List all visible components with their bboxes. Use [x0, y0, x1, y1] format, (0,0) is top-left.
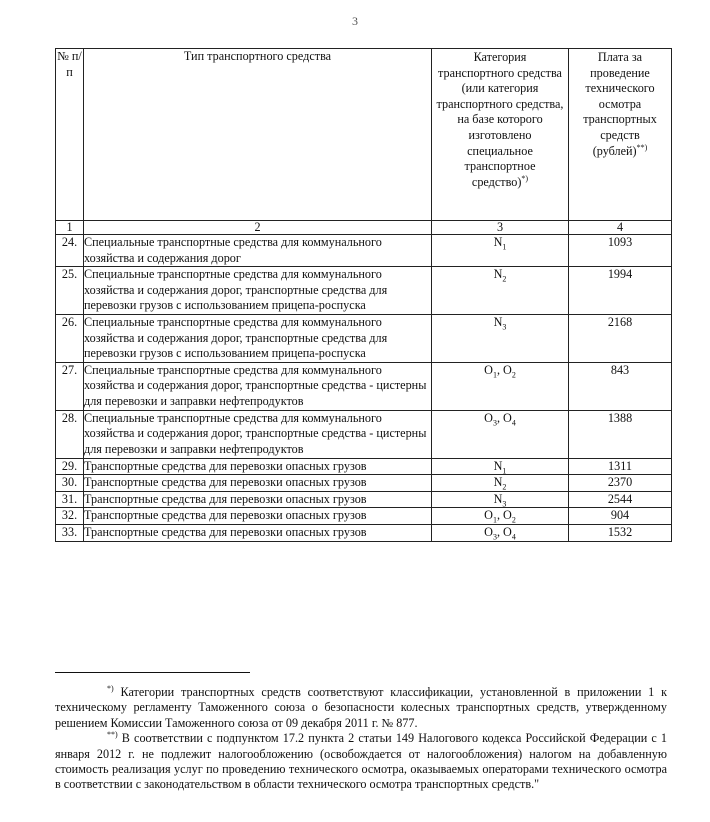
category-index: 1: [502, 465, 507, 475]
vehicle-type: Транспортные средства для перевозки опасных грузов: [84, 491, 432, 508]
vehicle-category: $O_3$, $O_4$: [432, 410, 569, 458]
table-row: [56, 508, 672, 525]
table-row: [56, 315, 672, 363]
column-number-row: [56, 221, 672, 235]
header-vehicle-type: Тип транспортного средства: [84, 49, 432, 221]
category-index: 1: [502, 242, 507, 252]
category-index: 3: [492, 532, 497, 542]
vehicle-category: [432, 267, 569, 315]
category-index: 2: [502, 274, 507, 284]
table-header-row: [56, 49, 672, 221]
category-index: 1: [492, 370, 497, 380]
category-index: 3: [502, 499, 507, 509]
inspection-fee: 843: [569, 362, 672, 410]
vehicle-type: Транспортные средства для перевозки опасных грузов: [84, 508, 432, 525]
category-letter: N: [493, 235, 503, 249]
table-body: [56, 235, 672, 542]
table-row: [56, 491, 672, 508]
vehicle-category: [432, 491, 569, 508]
vehicle-category: [432, 235, 569, 267]
category-index: 4: [511, 532, 516, 542]
vehicle-type: Специальные транспортные средства для коммунального хозяйства и содержания дорог, транспортные средства для перевозки грузов с использованием прицепа-роспуска: [84, 315, 432, 363]
inspection-fee: 2370: [569, 475, 672, 492]
row-number: 32.: [56, 508, 84, 525]
inspection-fee-table: [55, 48, 672, 542]
table-row: [56, 362, 672, 410]
row-number: 27.: [56, 362, 84, 410]
row-number: 24.: [56, 235, 84, 267]
vehicle-type: Транспортные средства для перевозки опасных грузов: [84, 458, 432, 475]
row-number: 25.: [56, 267, 84, 315]
category-index: 2: [511, 515, 516, 525]
vehicle-category: [432, 475, 569, 492]
vehicle-type: Специальные транспортные средства для коммунального хозяйства и содержания дорог, транспортные средства для перевозки грузов с использованием прицепа-роспуска: [84, 267, 432, 315]
header-fee-footnote-mark: **): [636, 142, 648, 152]
table-row: [56, 475, 672, 492]
table-row: [56, 410, 672, 458]
row-number: 30.: [56, 475, 84, 492]
footnote-1-mark: *): [107, 683, 114, 693]
vehicle-type: Специальные транспортные средства для коммунального хозяйства и содержания дорог, транспортные средства - цистерны для перевозки и заправки нефтепродуктов: [84, 410, 432, 458]
footnote-2-mark: **): [107, 730, 118, 740]
category-letter: O: [503, 362, 512, 377]
vehicle-category: $O_1$, $O_2$: [432, 508, 569, 525]
vehicle-type: Транспортные средства для перевозки опасных грузов: [84, 475, 432, 492]
category-letter: N: [493, 475, 503, 490]
vehicle-category: [432, 315, 569, 363]
column-number: 4: [569, 221, 672, 235]
category-letter: N: [493, 458, 503, 473]
row-number: 28.: [56, 410, 84, 458]
column-number: 2: [84, 221, 432, 235]
category-index: 4: [511, 418, 516, 428]
footnote-1-text: Категории транспортных средств соответствуют классификации, установленной в приложении 1 к техническому регламенту Таможенного союза о безопасности колесных транспортных средств, утвержденному решением Комиссии Таможенного союза от 09 декабря 2011 г. № 877.: [55, 685, 667, 730]
header-num: № п/п: [56, 49, 84, 221]
category-letter: N: [493, 267, 503, 282]
footnote-1: [55, 685, 667, 731]
footnote-2: [55, 731, 667, 793]
inspection-fee: 904: [569, 508, 672, 525]
inspection-fee: 1093: [569, 235, 672, 267]
header-category: [432, 49, 569, 221]
category-index: 3: [502, 322, 507, 332]
vehicle-category: $O_3$, $O_4$: [432, 524, 569, 541]
header-fee: [569, 49, 672, 221]
inspection-fee: 1311: [569, 458, 672, 475]
table-row: [56, 235, 672, 267]
header-fee-text: Плата за проведение технического осмотра транспортных средств (рублей): [583, 50, 657, 158]
category-letter: O: [503, 524, 512, 539]
footnote-separator: [55, 672, 250, 673]
category-letter: O: [484, 410, 493, 425]
row-number: 29.: [56, 458, 84, 475]
category-letter: O: [484, 524, 493, 539]
inspection-fee: 2168: [569, 315, 672, 363]
table-row: [56, 524, 672, 541]
category-letter: N: [493, 491, 503, 506]
inspection-fee: 1994: [569, 267, 672, 315]
page-number: 3: [352, 14, 358, 28]
category-index: 1: [492, 515, 497, 525]
category-letter: O: [484, 508, 493, 523]
column-number: 3: [432, 221, 569, 235]
table-row: [56, 458, 672, 475]
category-letter: O: [503, 508, 512, 523]
inspection-fee: 1388: [569, 410, 672, 458]
header-category-text: Категория транспортного средства (или категория транспортного средства, на базе которого изготовлено специальное транспортное средство): [436, 50, 564, 189]
header-category-footnote-mark: *): [521, 173, 529, 183]
category-index: 2: [502, 482, 507, 492]
row-number: 26.: [56, 315, 84, 363]
footnotes: [55, 672, 667, 793]
category-index: 2: [511, 370, 516, 380]
table-row: [56, 267, 672, 315]
category-index: 3: [492, 418, 497, 428]
category-letter: N: [493, 315, 503, 330]
footnote-2-text: В соответствии с подпунктом 17.2 пункта 2 статьи 149 Налогового кодекса Российской Федерации с 1 января 2012 г. не подлежит налогообложению (освобождается от налогообложения) налогом на добавленную стоимость реализация услуг по проведению технического осмотра, оказываемых операторами технического осмотра в соответствии с законодательством в области технического осмотра транспортных средств.": [55, 731, 667, 792]
vehicle-category: [432, 458, 569, 475]
inspection-fee: 2544: [569, 491, 672, 508]
vehicle-type: Специальные транспортные средства для коммунального хозяйства и содержания дорог, транспортные средства - цистерны для перевозки и заправки нефтепродуктов: [84, 362, 432, 410]
category-letter: O: [484, 362, 493, 377]
row-number: 31.: [56, 491, 84, 508]
vehicle-category: $O_1$, $O_2$: [432, 362, 569, 410]
column-number: 1: [56, 221, 84, 235]
row-number: 33.: [56, 524, 84, 541]
vehicle-type: Специальные транспортные средства для коммунального хозяйства и содержания дорог: [84, 235, 432, 267]
vehicle-type: Транспортные средства для перевозки опасных грузов: [84, 524, 432, 541]
category-letter: O: [503, 410, 512, 425]
inspection-fee: 1532: [569, 524, 672, 541]
